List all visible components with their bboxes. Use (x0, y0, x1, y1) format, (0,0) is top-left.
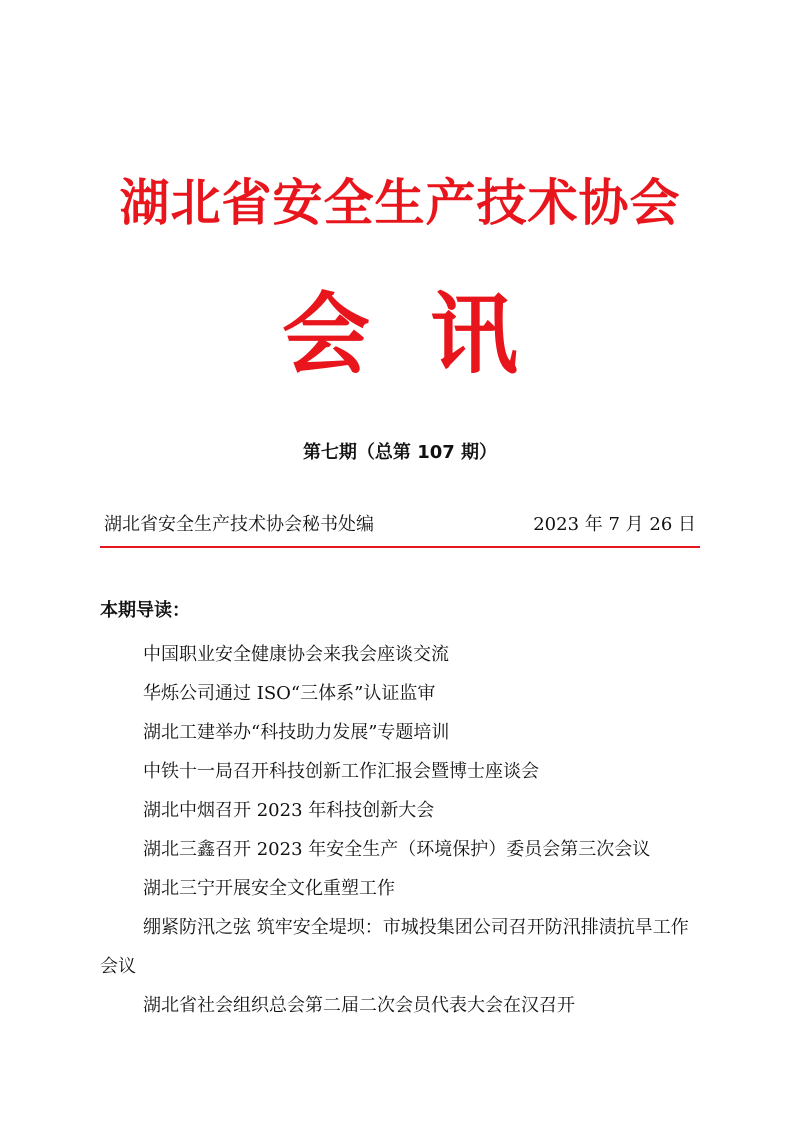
toc-item: 中铁十一局召开科技创新工作汇报会暨博士座谈会 (143, 761, 539, 782)
organization-title: 湖北省安全生产技术协会 (119, 173, 681, 232)
toc-item: 湖北三鑫召开 2023 年安全生产（环境保护）委员会第三次会议 (143, 839, 651, 860)
toc-item: 湖北中烟召开 2023 年科技创新大会 (143, 800, 435, 821)
publication-title: 会讯 (281, 283, 578, 386)
issue-number: 第七期（总第 107 期） (302, 442, 498, 463)
toc-item: 绷紧防汛之弦 筑牢安全堤坝：市城投集团公司召开防汛排渍抗旱工作会议 (100, 917, 689, 977)
toc-heading: 本期导读： (100, 600, 190, 621)
editor-credit: 湖北省安全生产技术协会秘书处编 (104, 514, 374, 535)
red-divider (100, 546, 700, 548)
publish-date: 2023 年 7 月 26 日 (533, 514, 696, 535)
toc-item: 湖北省社会组织总会第二届二次会员代表大会在汉召开 (143, 995, 575, 1016)
toc-item: 中国职业安全健康协会来我会座谈交流 (143, 644, 449, 665)
toc-item: 湖北工建举办“科技助力发展”专题培训 (143, 722, 450, 743)
toc-item: 湖北三宁开展安全文化重塑工作 (143, 878, 395, 899)
masthead-meta (104, 512, 696, 538)
toc-item: 华烁公司通过 ISO“三体系”认证监审 (143, 683, 436, 704)
toc-list (100, 635, 710, 1025)
